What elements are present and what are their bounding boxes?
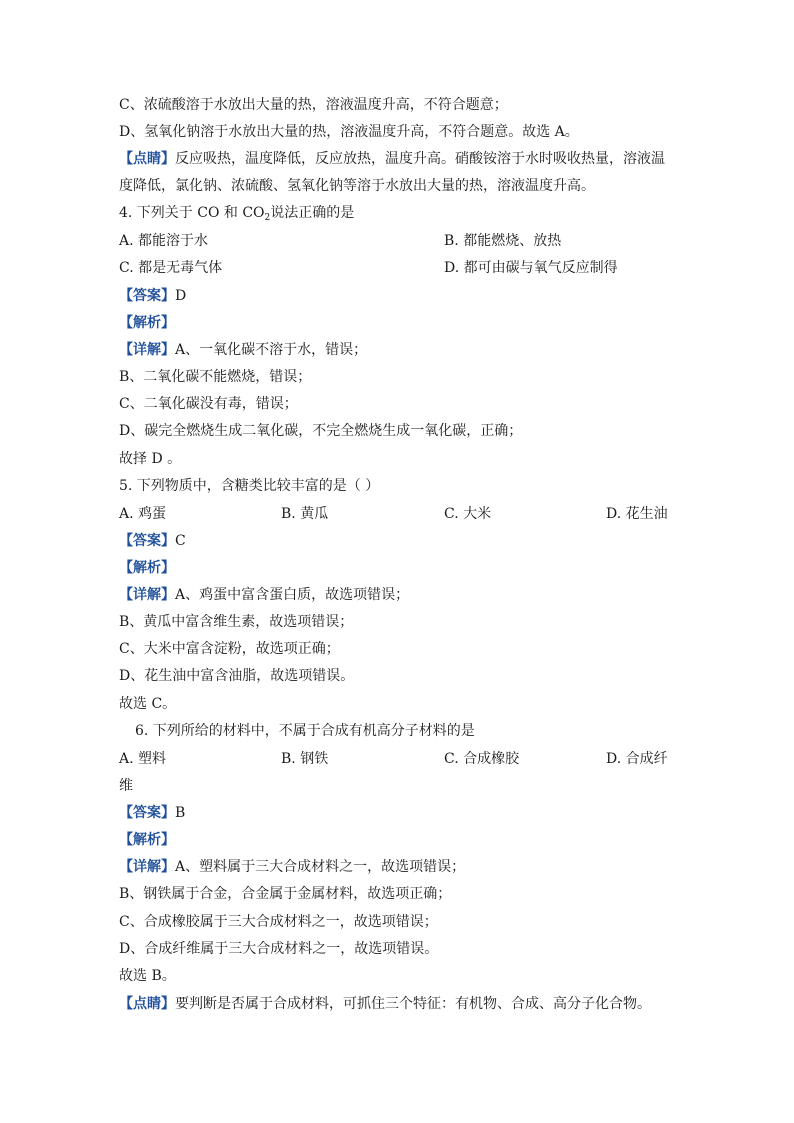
note-text: 反应吸热，温度降低，反应放热，温度升高。硝酸铵溶于水时吸收热量，溶液温 — [175, 151, 665, 167]
option-c: C. 大米 — [444, 506, 492, 522]
answer-value: D — [175, 288, 187, 304]
analysis-line — [119, 558, 175, 578]
note-line — [119, 994, 651, 1014]
detail-line: D、花生油中富含油脂，故选项错误。 — [119, 668, 355, 684]
answer-value: B — [175, 805, 186, 821]
question-5-stem: 5. 下列物质中，含糖类比较丰富的是（ ） — [119, 478, 380, 494]
analysis-line — [119, 830, 175, 850]
answer-line — [119, 803, 185, 823]
detail-line: C、大米中富含淀粉，故选项正确； — [119, 641, 340, 657]
question-stem-part: 说法正确的是 — [270, 205, 355, 221]
conclusion-line: 故择 D 。 — [119, 451, 182, 467]
text-line: C、浓硫酸溶于水放出大量的热，溶液温度升高，不符合题意； — [119, 97, 508, 113]
note-line — [119, 149, 665, 169]
option-d-wrap: 维 — [119, 778, 133, 794]
note-tag: 【点睛】 — [119, 151, 175, 167]
answer-tag: 【答案】 — [119, 533, 175, 549]
detail-tag: 【详解】 — [119, 342, 175, 358]
analysis-tag: 【解析】 — [119, 832, 175, 848]
analysis-tag: 【解析】 — [119, 560, 175, 576]
detail-tag: 【详解】 — [119, 859, 175, 875]
detail-line: B、黄瓜中富含维生素，故选项错误； — [119, 614, 354, 630]
conclusion-line: 故选 B。 — [119, 968, 176, 984]
option-b: B. 钢铁 — [281, 751, 329, 767]
answer-tag: 【答案】 — [119, 288, 175, 304]
detail-line: C、合成橡胶属于三大合成材料之一，故选项错误； — [119, 914, 438, 930]
detail-text: A、一氧化碳不溶于水，错误； — [175, 342, 368, 358]
question-6-stem: 6. 下列所给的材料中，不属于合成有机高分子材料的是 — [135, 723, 475, 739]
note-text: 要判断是否属于合成材料，可抓住三个特征：有机物、合成、高分子化合物。 — [175, 996, 651, 1012]
question-4-stem — [119, 203, 354, 228]
note-tag: 【点睛】 — [119, 996, 175, 1012]
detail-line — [119, 585, 409, 605]
option-d: D. 都可由碳与氧气反应制得 — [444, 260, 618, 276]
detail-tag: 【详解】 — [119, 587, 175, 603]
conclusion-line: 故选 C。 — [119, 696, 177, 712]
text-line: 度降低，氯化钠、浓硫酸、氢氧化钠等溶于水放出大量的热，溶液温度升高。 — [119, 178, 595, 194]
option-b: B. 都能燃烧、放热 — [444, 233, 562, 249]
detail-text: A、鸡蛋中富含蛋白质，故选项错误； — [175, 587, 410, 603]
option-c: C. 合成橡胶 — [444, 751, 520, 767]
detail-line: D、合成纤维属于三大合成材料之一，故选项错误。 — [119, 941, 439, 957]
analysis-tag: 【解析】 — [119, 315, 175, 331]
detail-line — [119, 857, 465, 877]
option-d: D. 合成纤 — [606, 751, 668, 767]
option-d: D. 花生油 — [606, 506, 668, 522]
answer-tag: 【答案】 — [119, 805, 175, 821]
detail-line: B、钢铁属于合金，合金属于金属材料，故选项正确； — [119, 886, 452, 902]
answer-value: C — [175, 533, 186, 549]
detail-line — [119, 340, 367, 360]
question-stem-part: 4. 下列关于 CO 和 CO — [119, 205, 265, 221]
detail-text: A、塑料属于三大合成材料之一，故选项错误； — [175, 859, 466, 875]
detail-line: D、碳完全燃烧生成二氧化碳，不完全燃烧生成一氧化碳，正确； — [119, 423, 523, 439]
text-line: D、氢氧化钠溶于水放出大量的热，溶液温度升高，不符合题意。故选 A。 — [119, 124, 579, 140]
analysis-line — [119, 313, 175, 333]
option-c: C. 都是无毒气体 — [119, 260, 223, 276]
option-a: A. 鸡蛋 — [119, 506, 167, 522]
option-b: B. 黄瓜 — [281, 506, 329, 522]
option-a: A. 都能溶于水 — [119, 233, 209, 249]
answer-line — [119, 286, 186, 306]
subscript: 2 — [264, 213, 271, 223]
detail-line: C、二氧化碳没有毒，错误； — [119, 396, 298, 412]
option-a: A. 塑料 — [119, 751, 167, 767]
detail-line: B、二氧化碳不能燃烧，错误； — [119, 369, 312, 385]
answer-line — [119, 531, 186, 551]
